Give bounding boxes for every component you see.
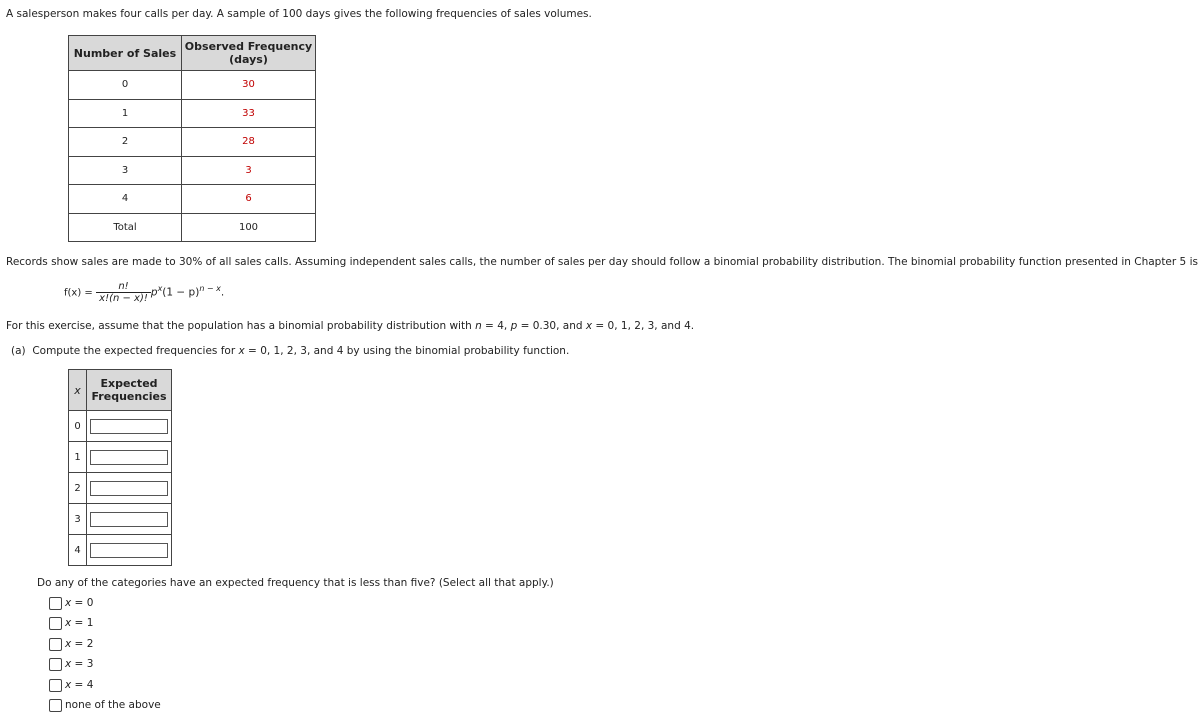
assumption-part: For this exercise, assume that the population has a binomial probability distribution with: [6, 320, 476, 332]
expected-cell: [87, 535, 172, 566]
table-row: [69, 99, 316, 128]
formula-p-exponent: x: [157, 284, 163, 293]
observed-frequency-table: [68, 35, 316, 242]
assumption-text: [6, 320, 694, 332]
option-x-2[interactable]: [49, 637, 93, 652]
header-observed-frequency-line1: Observed Frequency: [184, 40, 313, 53]
checkbox[interactable]: [49, 699, 62, 712]
records-text: Records show sales are made to 30% of all sales calls. Assuming independent sales calls, the number of sales per day should follow a binomial probability distribution. The binomial probability function presented in Chapter 5 is: [6, 256, 1198, 268]
header-expected-line2: Frequencies: [91, 390, 167, 403]
part-a-part: = 0, 1, 2, 3, and 4 by using the binomial probability function.: [244, 345, 570, 357]
checkbox[interactable]: [49, 679, 62, 692]
header-expected-line1: Expected: [100, 377, 158, 390]
assumption-part: = 4,: [481, 320, 511, 332]
option-var: x: [65, 638, 72, 650]
table-row: [69, 442, 172, 473]
expected-cell: [87, 411, 172, 442]
intro-text: A salesperson makes four calls per day. A sample of 100 days gives the following frequencies of sales volumes.: [6, 8, 592, 20]
table-row: [69, 473, 172, 504]
sales-cell: 0: [69, 71, 182, 100]
sales-cell: 3: [69, 156, 182, 185]
x-value-cell: 0: [69, 411, 87, 442]
formula-p: p: [150, 286, 158, 299]
sales-cell: 4: [69, 185, 182, 214]
checkbox[interactable]: [49, 617, 62, 630]
header-x: x: [69, 370, 87, 411]
assumption-part: = 0, 1, 2, 3, and 4.: [592, 320, 695, 332]
option-none[interactable]: [49, 698, 161, 713]
header-observed-frequency-line2: (days): [229, 53, 268, 66]
total-value: 100: [182, 213, 316, 242]
option-var: x: [65, 617, 72, 629]
expected-frequency-input-4[interactable]: [90, 543, 168, 558]
header-number-of-sales: Number of Sales: [69, 36, 182, 71]
header-observed-frequency: [182, 36, 316, 71]
table-row: [69, 71, 316, 100]
formula-one-minus-p: (1 − p): [162, 286, 200, 299]
table-row: [69, 504, 172, 535]
x-value-cell: 3: [69, 504, 87, 535]
option-label: = 4: [71, 679, 94, 691]
option-label: none of the above: [65, 699, 161, 711]
table-row: [69, 128, 316, 157]
total-label: Total: [69, 213, 182, 242]
sales-cell: 2: [69, 128, 182, 157]
assumption-part: = 0.30, and: [517, 320, 586, 332]
var-p: p: [510, 320, 518, 332]
formula-denominator: x!(n − x)!: [99, 293, 148, 304]
option-label: = 3: [71, 658, 94, 670]
expected-frequencies-table: [68, 369, 172, 566]
question-text: Do any of the categories have an expected frequency that is less than five? (Select all that apply.): [37, 577, 554, 589]
var-x: x: [585, 320, 593, 332]
expected-frequency-input-3[interactable]: [90, 512, 168, 527]
checkbox[interactable]: [49, 638, 62, 651]
part-a-label: (a): [11, 345, 26, 357]
expected-cell: [87, 442, 172, 473]
expected-cell: [87, 504, 172, 535]
frequency-cell: 30: [182, 71, 316, 100]
frequency-cell: 28: [182, 128, 316, 157]
option-x-0[interactable]: [49, 596, 93, 611]
option-x-3[interactable]: [49, 657, 93, 672]
option-var: x: [65, 658, 72, 670]
x-value-cell: 1: [69, 442, 87, 473]
var-x: x: [238, 345, 245, 357]
option-label: = 2: [71, 638, 94, 650]
option-var: x: [65, 679, 72, 691]
table-row: [69, 411, 172, 442]
formula-end: .: [220, 286, 225, 299]
frequency-cell: 3: [182, 156, 316, 185]
checkbox[interactable]: [49, 597, 62, 610]
frequency-cell: 33: [182, 99, 316, 128]
option-label: = 0: [71, 597, 94, 609]
x-value-cell: 4: [69, 535, 87, 566]
expected-frequency-input-2[interactable]: [90, 481, 168, 496]
sales-cell: 1: [69, 99, 182, 128]
checkbox[interactable]: [49, 658, 62, 671]
header-expected-frequencies: [87, 370, 172, 411]
expected-frequency-input-1[interactable]: [90, 450, 168, 465]
option-x-1[interactable]: [49, 616, 93, 631]
binomial-formula: [64, 281, 224, 304]
formula-numerator: n!: [96, 281, 151, 293]
formula-exponent: n − x: [199, 284, 221, 293]
part-a-text: [11, 345, 569, 357]
part-a-part: Compute the expected frequencies for: [32, 345, 239, 357]
table-row: [69, 185, 316, 214]
option-x-4[interactable]: [49, 678, 93, 693]
expected-cell: [87, 473, 172, 504]
table-row-total: [69, 213, 316, 242]
option-label: = 1: [71, 617, 94, 629]
table-row: [69, 535, 172, 566]
formula-lhs: f(x) =: [64, 287, 93, 299]
var-n: n: [475, 320, 482, 332]
frequency-cell: 6: [182, 185, 316, 214]
option-var: x: [65, 597, 72, 609]
expected-frequency-input-0[interactable]: [90, 419, 168, 434]
formula-fraction: [96, 281, 151, 304]
table-row: [69, 156, 316, 185]
x-value-cell: 2: [69, 473, 87, 504]
